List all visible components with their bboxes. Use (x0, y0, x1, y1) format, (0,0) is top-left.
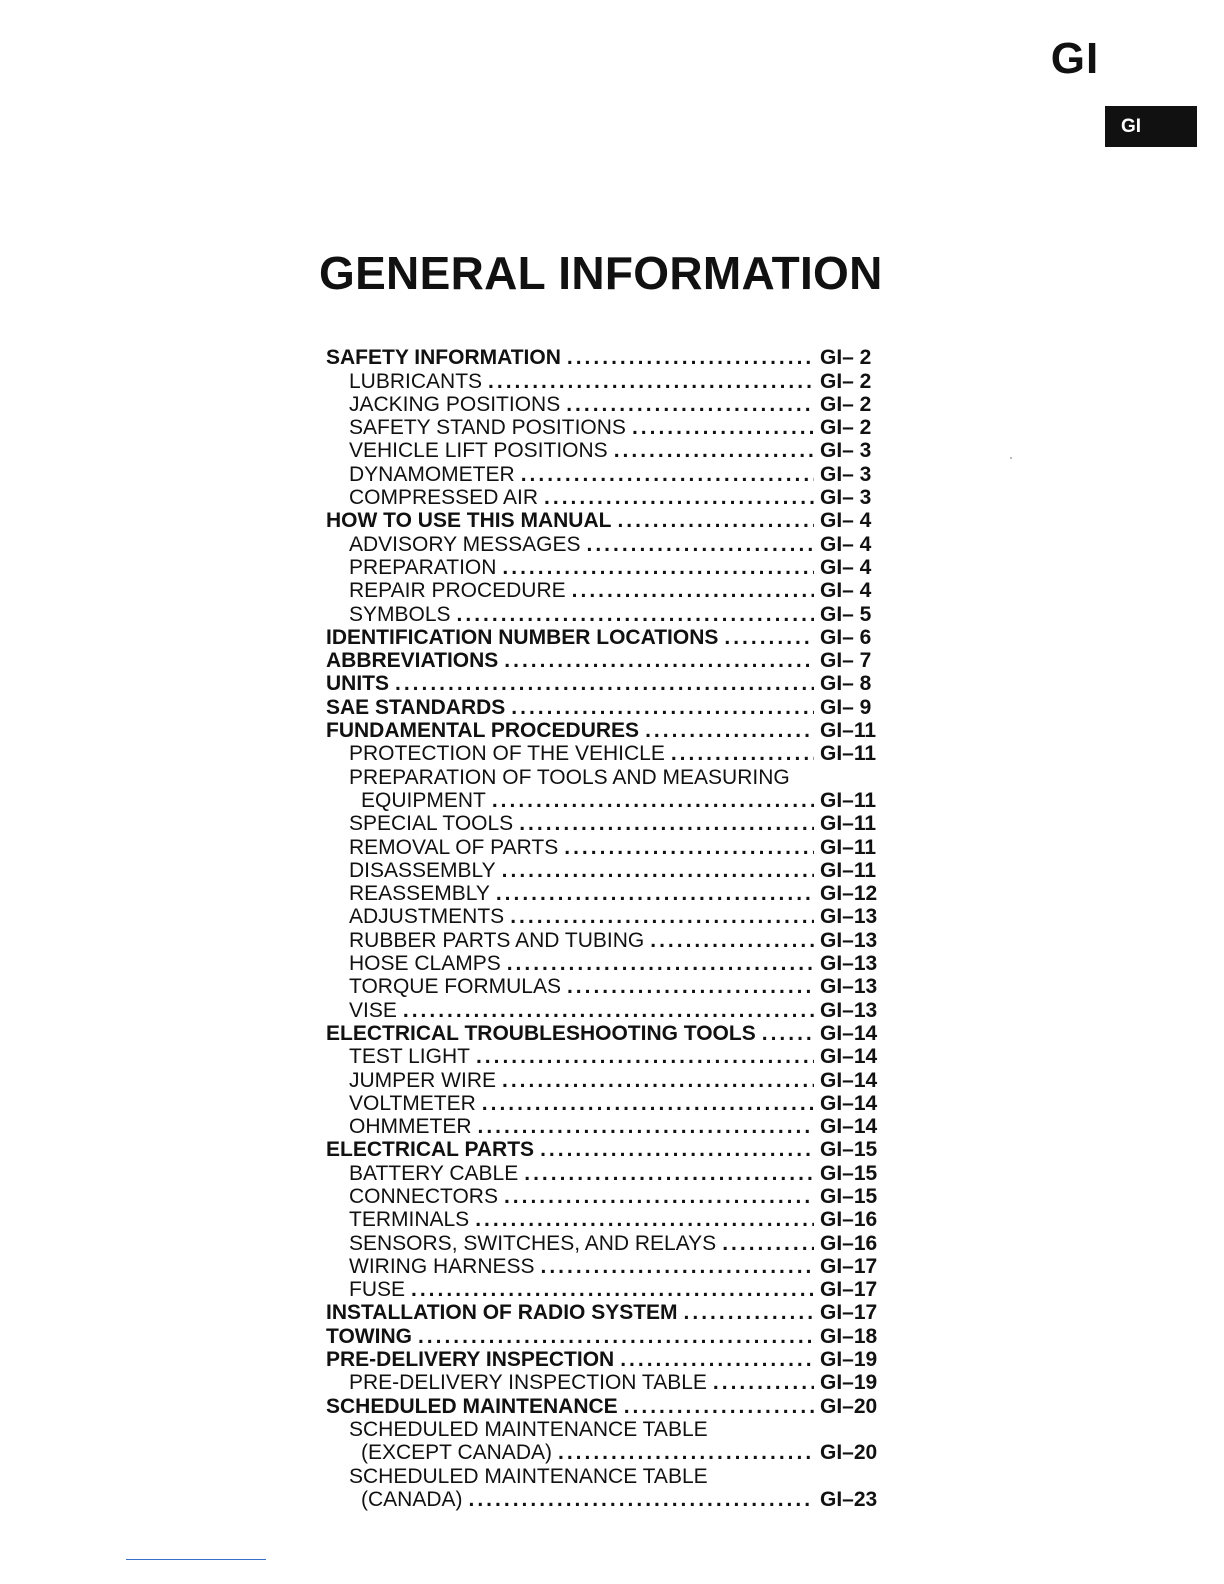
toc-entry-page: GI–17 (820, 1301, 878, 1325)
dot-leader (713, 1371, 814, 1394)
toc-entry-page: GI–14 (820, 1021, 878, 1045)
dot-leader (521, 463, 814, 486)
dot-leader (403, 999, 814, 1022)
dot-leader (488, 370, 814, 393)
dot-leader (724, 626, 814, 649)
toc-entry-page: GI–11 (820, 812, 877, 836)
toc-entry-page: GI–17 (820, 1254, 878, 1278)
dot-leader (502, 556, 814, 579)
toc-entry-label: PREPARATION (349, 555, 497, 579)
toc-entry-label: ELECTRICAL TROUBLESHOOTING TOOLS (326, 1021, 756, 1045)
dot-leader (504, 1185, 814, 1208)
toc-entry-page: GI–12 (820, 882, 878, 906)
toc-entry[interactable] (326, 1208, 882, 1231)
toc-entry[interactable] (326, 1092, 882, 1115)
toc-entry-page: GI–20 (820, 1441, 878, 1465)
toc-entry-page: GI–18 (820, 1324, 878, 1348)
toc-entry-label: PREPARATION OF TOOLS AND MEASURING (349, 765, 790, 789)
toc-entry-label: SAFETY INFORMATION (326, 346, 561, 370)
toc-entry[interactable] (326, 556, 882, 579)
toc-entry-page: GI–15 (820, 1161, 878, 1185)
toc-entry-page: GI–11 (820, 788, 877, 812)
toc-entry-label: TERMINALS (349, 1208, 470, 1232)
toc-entry-page: GI– 4 (820, 579, 872, 603)
toc-entry-label: HOW TO USE THIS MANUAL (326, 509, 612, 533)
toc-entry-label: DISASSEMBLY (349, 858, 496, 882)
toc-entry-page: GI–19 (820, 1371, 878, 1395)
toc-entry-page: GI–11 (820, 742, 877, 766)
toc-entry[interactable] (326, 346, 882, 369)
dot-leader (476, 1045, 814, 1068)
toc-entry-label: ABBREVIATIONS (326, 649, 499, 673)
toc-entry[interactable] (326, 1138, 882, 1161)
toc-entry-label: DYNAMOMETER (349, 462, 515, 486)
toc-entry[interactable] (326, 1441, 882, 1464)
toc-entry[interactable] (326, 1022, 882, 1045)
toc-entry-page: GI–11 (820, 719, 877, 743)
toc-entry[interactable] (326, 882, 882, 905)
section-code: GI (1050, 34, 1100, 83)
dot-leader (478, 1115, 815, 1138)
toc-entry[interactable] (326, 695, 882, 718)
dot-leader (496, 882, 814, 905)
toc-entry[interactable] (326, 928, 882, 951)
toc-entry-label: COMPRESSED AIR (349, 486, 539, 510)
toc-entry-page: GI–13 (820, 975, 878, 999)
dot-leader (504, 649, 814, 672)
toc-entry-label: SYMBOLS (349, 602, 451, 626)
dot-leader (558, 1441, 814, 1464)
dot-leader (507, 952, 814, 975)
toc-entry[interactable] (326, 975, 882, 998)
section-tab[interactable]: GI (1105, 106, 1197, 147)
dot-leader (510, 905, 814, 928)
toc-entry-page: GI–20 (820, 1394, 878, 1418)
toc-entry-label: HOSE CLAMPS (349, 952, 501, 976)
toc-entry-label: WIRING HARNESS (349, 1254, 535, 1278)
dot-leader (544, 486, 814, 509)
dot-leader (624, 1395, 814, 1418)
toc-entry[interactable] (326, 486, 882, 509)
toc-entry-label: LUBRICANTS (349, 369, 483, 393)
toc-entry-page: GI–13 (820, 905, 878, 929)
toc-entry[interactable] (326, 602, 882, 625)
dot-leader (650, 929, 814, 952)
toc-entry-page: GI– 9 (820, 695, 872, 719)
toc-entry-label: JUMPER WIRE (349, 1068, 496, 1092)
toc-entry-label: CONNECTORS (349, 1184, 498, 1208)
dot-leader (567, 346, 814, 369)
toc-entry-label: FUNDAMENTAL PROCEDURES (326, 719, 640, 743)
toc-entry[interactable] (326, 509, 882, 532)
toc-entry-label: OHMMETER (349, 1115, 472, 1139)
toc-entry[interactable] (326, 905, 882, 928)
toc-entry[interactable] (326, 812, 882, 835)
toc-entry-page: GI–23 (820, 1487, 878, 1511)
toc-entry-label: BATTERY CABLE (349, 1161, 519, 1185)
toc-entry-label: SCHEDULED MAINTENANCE TABLE (349, 1417, 708, 1441)
toc-entry[interactable] (326, 765, 882, 788)
toc-entry-page: GI–14 (820, 1045, 878, 1069)
toc-entry[interactable] (326, 579, 882, 602)
toc-entry-page: GI– 2 (820, 369, 872, 393)
table-of-contents (326, 346, 882, 1511)
toc-entry-label: SAE STANDARDS (326, 695, 506, 719)
toc-entry[interactable] (326, 1464, 882, 1487)
scan-speck (1010, 457, 1012, 459)
toc-entry[interactable] (326, 462, 882, 485)
toc-entry[interactable] (326, 532, 882, 555)
toc-entry-page: GI–16 (820, 1208, 878, 1232)
toc-entry-page: GI– 4 (820, 555, 872, 579)
toc-entry[interactable] (326, 742, 882, 765)
toc-entry[interactable] (326, 1488, 882, 1511)
toc-entry-label: REASSEMBLY (349, 882, 490, 906)
toc-entry-page: GI–16 (820, 1231, 878, 1255)
toc-entry-label: ADJUSTMENTS (349, 905, 505, 929)
toc-entry-page: GI–14 (820, 1091, 878, 1115)
toc-entry-page: GI– 5 (820, 602, 872, 626)
toc-entry-label: VOLTMETER (349, 1091, 476, 1115)
toc-entry-page: GI–13 (820, 952, 878, 976)
toc-entry-page: GI–15 (820, 1138, 878, 1162)
toc-entry[interactable] (326, 1371, 882, 1394)
toc-entry-page: GI–17 (820, 1278, 878, 1302)
toc-entry-label: ELECTRICAL PARTS (326, 1138, 535, 1162)
toc-entry[interactable] (326, 649, 882, 672)
dot-leader (671, 742, 814, 765)
toc-entry[interactable] (326, 1394, 882, 1417)
toc-entry[interactable] (326, 719, 882, 742)
dot-leader (411, 1278, 814, 1301)
toc-entry[interactable] (326, 1324, 882, 1347)
toc-entry-page: GI– 3 (820, 439, 872, 463)
dot-leader (482, 1092, 814, 1115)
toc-entry-label: TOWING (326, 1324, 412, 1348)
toc-entry[interactable] (326, 1301, 882, 1324)
toc-entry[interactable] (326, 835, 882, 858)
toc-entry[interactable] (326, 439, 882, 462)
toc-entry-label: RUBBER PARTS AND TUBING (349, 928, 645, 952)
toc-entry-label: EQUIPMENT (361, 788, 486, 812)
dot-leader (620, 1348, 814, 1371)
toc-entry[interactable] (326, 1348, 882, 1371)
toc-entry[interactable] (326, 416, 882, 439)
toc-entry-label: IDENTIFICATION NUMBER LOCATIONS (326, 625, 719, 649)
dot-leader (567, 975, 814, 998)
toc-entry-page: GI–15 (820, 1184, 878, 1208)
toc-entry[interactable] (326, 998, 882, 1021)
footer-rule (126, 1559, 266, 1560)
dot-leader (614, 439, 814, 462)
toc-entry-label: FUSE (349, 1278, 406, 1302)
toc-entry-page: GI– 4 (820, 509, 872, 533)
toc-entry-label: TEST LIGHT (349, 1045, 470, 1069)
toc-entry-page: GI–13 (820, 928, 878, 952)
dot-leader (632, 416, 814, 439)
toc-entry-label: UNITS (326, 672, 389, 696)
dot-leader (418, 1325, 814, 1348)
toc-entry-page: GI–11 (820, 858, 877, 882)
dot-leader (586, 533, 814, 556)
dot-leader (492, 789, 814, 812)
toc-entry-label: (EXCEPT CANADA) (361, 1441, 552, 1465)
toc-entry[interactable] (326, 393, 882, 416)
toc-entry-page: GI– 7 (820, 649, 872, 673)
toc-entry-label: PRE-DELIVERY INSPECTION (326, 1348, 615, 1372)
toc-entry[interactable] (326, 1161, 882, 1184)
toc-entry-page: GI– 2 (820, 392, 872, 416)
dot-leader (469, 1488, 814, 1511)
toc-entry-label: PRE-DELIVERY INSPECTION TABLE (349, 1371, 707, 1395)
toc-entry-label: ADVISORY MESSAGES (349, 532, 581, 556)
toc-entry-page: GI–14 (820, 1068, 878, 1092)
toc-entry-page: GI– 6 (820, 625, 872, 649)
toc-entry[interactable] (326, 1115, 882, 1138)
toc-entry-label: PROTECTION OF THE VEHICLE (349, 742, 665, 766)
toc-entry-label: SENSORS, SWITCHES, AND RELAYS (349, 1231, 717, 1255)
toc-entry-label: INSTALLATION OF RADIO SYSTEM (326, 1301, 678, 1325)
toc-entry-page: GI– 2 (820, 416, 872, 440)
toc-entry-label: (CANADA) (361, 1487, 463, 1511)
dot-leader (511, 696, 814, 719)
toc-entry-label: VISE (349, 998, 397, 1022)
dot-leader (684, 1301, 814, 1324)
toc-entry-label: REMOVAL OF PARTS (349, 835, 559, 859)
toc-entry-label: VEHICLE LIFT POSITIONS (349, 439, 608, 463)
toc-entry-page: GI– 8 (820, 672, 872, 696)
toc-entry-label: SAFETY STAND POSITIONS (349, 416, 626, 440)
dot-leader (564, 836, 814, 859)
toc-entry[interactable] (326, 1418, 882, 1441)
toc-entry-label: SPECIAL TOOLS (349, 812, 514, 836)
toc-entry-page: GI– 4 (820, 532, 872, 556)
dot-leader (524, 1162, 814, 1185)
dot-leader (475, 1208, 814, 1231)
toc-entry-page: GI–11 (820, 835, 877, 859)
toc-entry[interactable] (326, 1045, 882, 1068)
toc-entry[interactable] (326, 626, 882, 649)
toc-entry[interactable] (326, 1185, 882, 1208)
dot-leader (502, 1069, 814, 1092)
toc-entry-label: REPAIR PROCEDURE (349, 579, 566, 603)
dot-leader (617, 509, 814, 532)
toc-entry-label: TORQUE FORMULAS (349, 975, 561, 999)
toc-entry-page: GI– 3 (820, 486, 872, 510)
toc-entry-label: SCHEDULED MAINTENANCE TABLE (349, 1464, 708, 1488)
toc-entry-label: SCHEDULED MAINTENANCE (326, 1394, 618, 1418)
toc-entry[interactable] (326, 789, 882, 812)
dot-leader (645, 719, 814, 742)
toc-entry-page: GI–19 (820, 1348, 878, 1372)
toc-entry[interactable] (326, 1278, 882, 1301)
page-title: GENERAL INFORMATION (319, 247, 883, 299)
dot-leader (395, 672, 814, 695)
dot-leader (502, 859, 814, 882)
toc-entry[interactable] (326, 672, 882, 695)
toc-entry-page: GI– 3 (820, 462, 872, 486)
dot-leader (722, 1232, 814, 1255)
dot-leader (566, 393, 814, 416)
toc-entry[interactable] (326, 952, 882, 975)
toc-entry[interactable] (326, 369, 882, 392)
dot-leader (519, 812, 814, 835)
toc-entry[interactable] (326, 1255, 882, 1278)
dot-leader (572, 579, 814, 602)
toc-entry-page: GI–14 (820, 1115, 878, 1139)
toc-entry[interactable] (326, 1231, 882, 1254)
toc-entry-page: GI– 2 (820, 346, 872, 370)
dot-leader (762, 1022, 814, 1045)
dot-leader (541, 1255, 814, 1278)
toc-entry-label: JACKING POSITIONS (349, 392, 561, 416)
toc-entry[interactable] (326, 859, 882, 882)
dot-leader (540, 1138, 814, 1161)
dot-leader (457, 603, 814, 626)
toc-entry-page: GI–13 (820, 998, 878, 1022)
toc-entry[interactable] (326, 1068, 882, 1091)
